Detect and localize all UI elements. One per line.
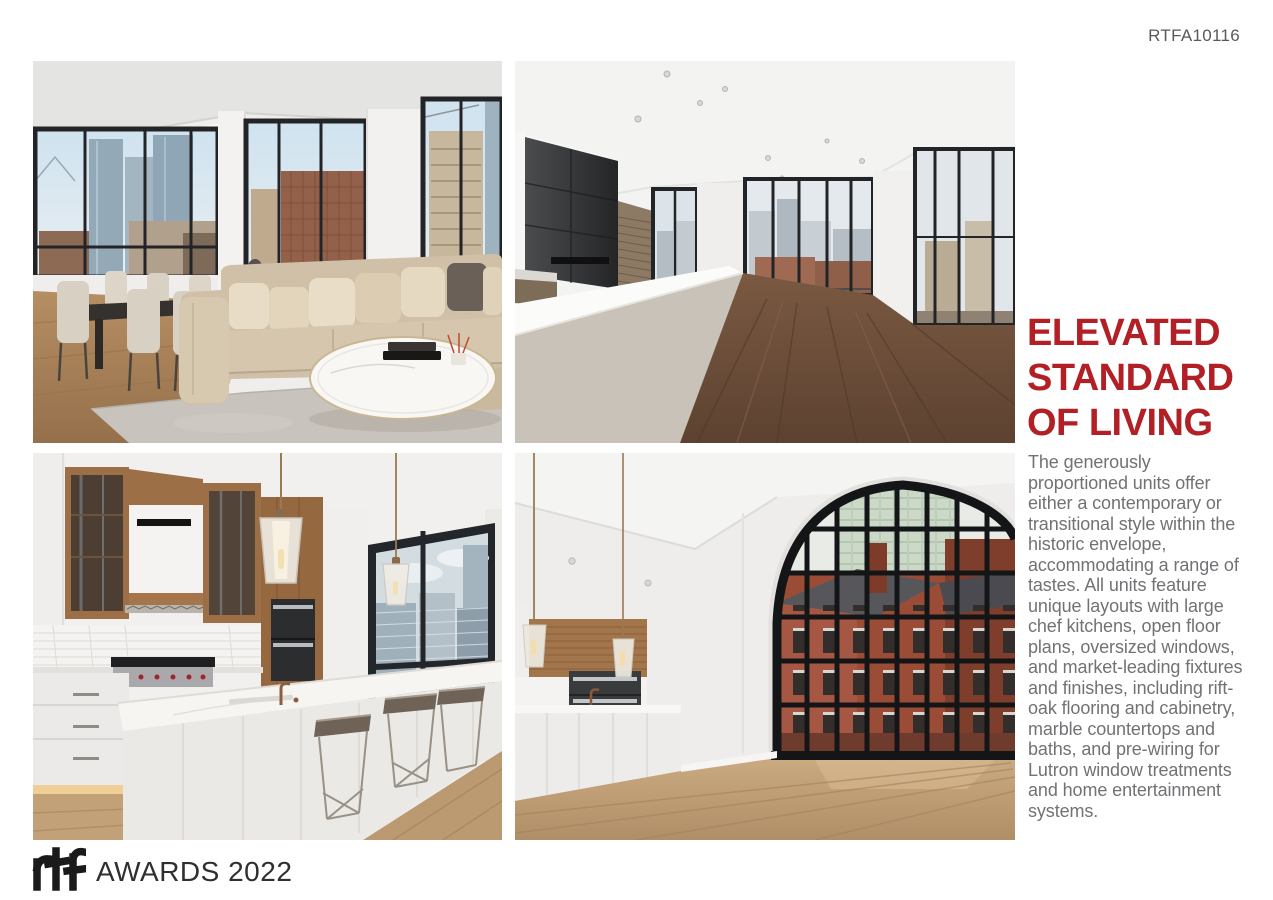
awards-label: AWARDS 2022 [96, 856, 293, 887]
headline-line-3: OF LIVING [1027, 402, 1213, 444]
chef-kitchen-illustration [33, 453, 502, 840]
arched-window-room-illustration [515, 453, 1015, 840]
page-title [1027, 311, 1257, 446]
headline-line-1: ELEVATED [1027, 312, 1221, 354]
description-paragraph: The generously proportioned units offer either a contemporary or transitional style within the historic envelope, accommodating a range of tastes. All units feature unique layouts with large chef kitchens, open floor plans, oversized windows, and market-leading fixtures and finishes, including rift-oak flooring and cabinetry, marble countertops and baths, and pre-wiring for Lutron window treatments and home entertainment systems. [1028, 452, 1243, 821]
photo-open-living-area [515, 61, 1015, 443]
open-living-area-illustration [515, 61, 1015, 443]
footer [30, 845, 292, 891]
submission-code: RTFA10116 [1148, 26, 1240, 45]
photo-arched-window-room [515, 453, 1015, 840]
photo-living-room [33, 61, 502, 443]
living-room-illustration [33, 61, 502, 443]
headline-line-2: STANDARD [1027, 357, 1234, 399]
photo-chef-kitchen [33, 453, 502, 840]
rtf-logo [30, 845, 86, 891]
